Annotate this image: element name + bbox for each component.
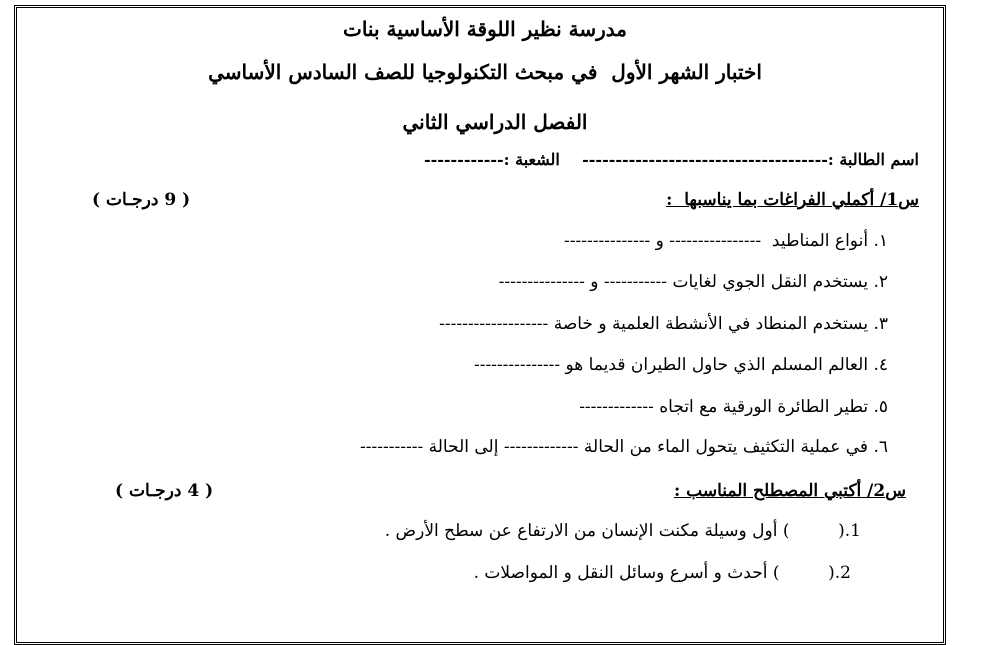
list-item: ٦. في عملية التكثيف يتحول الماء من الحالة ------------- إلى الحالة ----------- <box>360 437 888 457</box>
list-item: ٢. يستخدم النقل الجوي لغايات ----------- و --------------- <box>498 272 888 292</box>
question-2-title: س2/ أكتبي المصطلح المناسب : <box>673 481 906 501</box>
semester: الفصل الدراسي الثاني <box>402 110 588 134</box>
list-item: ٤. العالم المسلم الذي حاول الطيران قديما هو --------------- <box>473 355 888 375</box>
question-2-marks: ( 4 درجـات ) <box>115 481 214 501</box>
student-name-field: اسم الطالبة :------------------------------------- الشعبة :------------ <box>423 150 919 169</box>
list-item: 2.( ) أحدث و أسرع وسائل النقل و المواصلات . <box>473 563 851 583</box>
list-item: 1.( ) أول وسيلة مكنت الإنسان من الارتفاع عن سطح الأرض . <box>384 521 861 541</box>
question-1-marks: ( 9 درجـات ) <box>92 190 191 210</box>
list-item: ٥. تطير الطائرة الورقية مع اتجاه ------------- <box>579 397 888 417</box>
school-name: مدرسة نظير اللوقة الأساسية بنات <box>343 17 627 41</box>
list-item: ٣. يستخدم المنطاد في الأنشطة العلمية و خاصة ------------------- <box>439 314 888 334</box>
list-item: ١. أنواع المناطيد ---------------- و --------------- <box>564 231 888 251</box>
exam-title: اختبار الشهر الأول في مبحث التكنولوجيا للصف السادس الأساسي <box>208 60 762 84</box>
question-1-title: س1/ أكملي الفراغات بما يناسبها : <box>666 190 919 210</box>
